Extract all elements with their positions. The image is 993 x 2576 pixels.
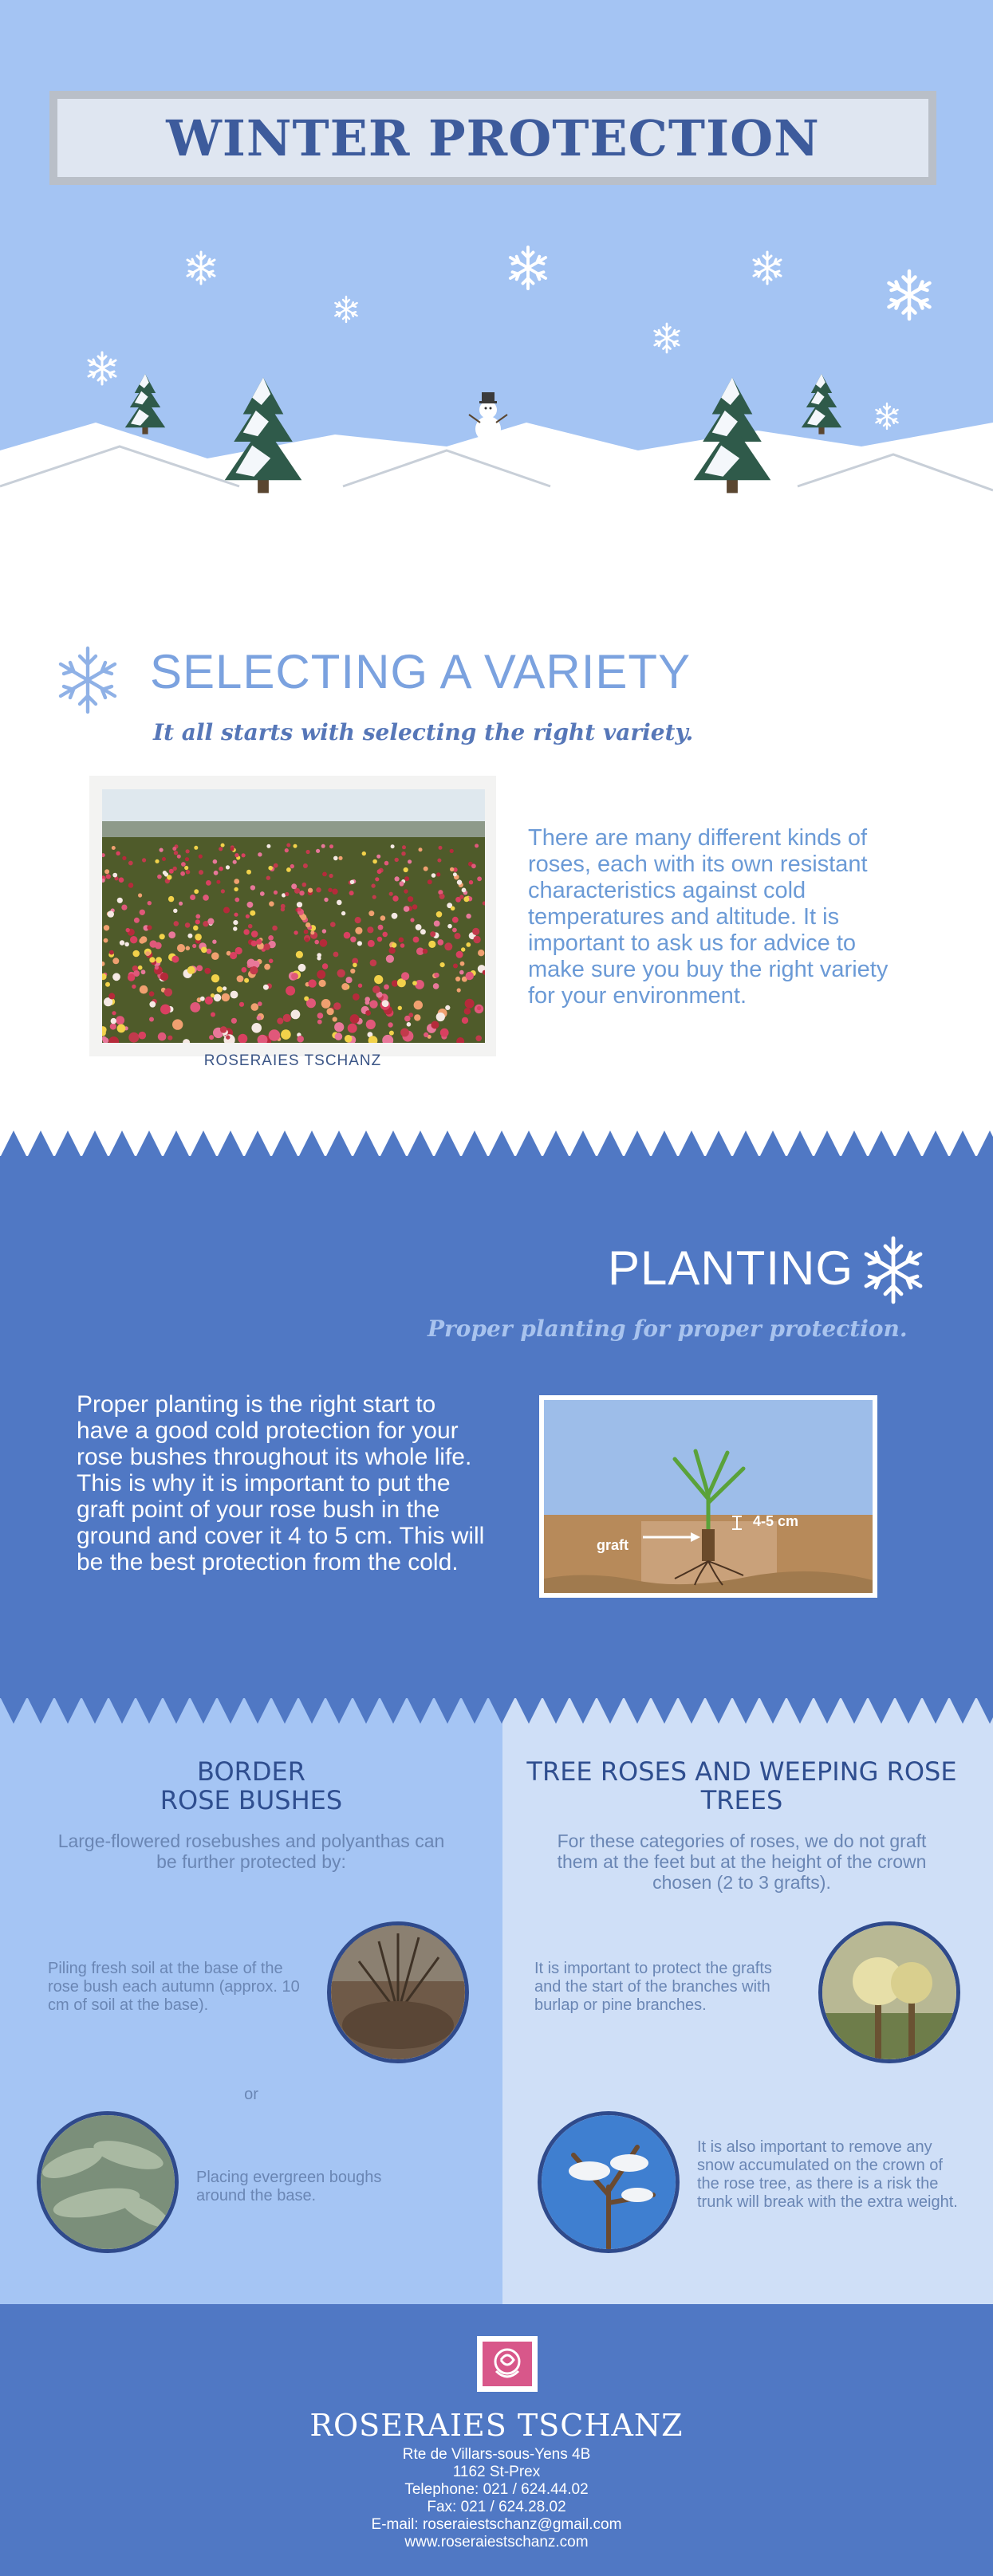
snowflake-icon [48, 644, 128, 716]
border-tip-2: Placing evergreen boughs around the base. [196, 2169, 382, 2204]
diagram-graft-label: graft [597, 1537, 629, 1553]
border-title-line1: BORDER [197, 1756, 305, 1787]
snowflake-icon [853, 1234, 933, 1306]
photo-caption: ROSERAIES TSCHANZ [203, 1052, 382, 1069]
tree-tip-2: It is also important to remove any snow accumulated on the crown of the rose tree, as there is a risk the trunk will break with the extra weight. [697, 2138, 958, 2211]
footer-company-name: ROSERAIES TSCHANZ [309, 2408, 684, 2443]
selecting-text: There are many different kinds of roses, each with its own resistant characteristics against cold temperatures and altitude. It is important to ask us for advice to make sure you buy the right variety for your environment. [528, 825, 889, 1009]
evergreen-boughs-photo [37, 2111, 179, 2253]
footer-address-1: Rte de Villars-sous-Yens 4B [402, 2446, 591, 2463]
diagram-depth-label: 4-5 cm [753, 1513, 799, 1529]
border-tip-1: Piling fresh soil at the base of the rose bush each autumn (approx. 10 cm of soil at the base). [48, 1960, 300, 2014]
burlap-graft-photo [818, 1921, 960, 2063]
footer-phone: Telephone: 021 / 624.44.02 [404, 2481, 589, 2498]
tree-desc: For these categories of roses, we do not graft them at the feet but at the height of the crown chosen (2 to 3 grafts). [557, 1831, 927, 1893]
planting-diagram [539, 1395, 877, 1598]
footer-fax: Fax: 021 / 624.28.02 [427, 2499, 566, 2515]
winter-scene-illustration [0, 0, 993, 510]
footer-email[interactable]: E-mail: roseraiestschanz@gmail.com [371, 2516, 622, 2533]
border-desc: Large-flowered rosebushes and polyanthas can be further protected by: [57, 1831, 445, 1872]
soil-photo [327, 1921, 469, 2063]
planting-text: Proper planting is the right start to have a good cold protection for your rose bushes throughout its whole life. This is why it is important to put the graft point of your rose bush in the ground and cover it 4 to 5 cm. This will be the best protection from the cold. [77, 1391, 485, 1575]
rose-field-photo [102, 789, 485, 1043]
section-subtitle-planting: Proper planting for proper protection. [428, 1316, 908, 1342]
or-label: or [244, 2086, 258, 2103]
snowy-crown-photo [538, 2111, 680, 2253]
zigzag-divider-top [0, 1131, 993, 1158]
border-title-line2: ROSE BUSHES [160, 1785, 343, 1815]
rose-logo-icon [477, 2336, 538, 2392]
header-banner [0, 0, 993, 510]
footer-address-2: 1162 St-Prex [452, 2464, 541, 2480]
border-title [0, 1757, 502, 1815]
section-title-selecting: SELECTING A VARIETY [150, 645, 692, 698]
footer-website-link[interactable]: www.roseraiestschanz.com [404, 2534, 589, 2550]
section-title-planting: PLANTING [608, 1241, 854, 1295]
section-subtitle-selecting: It all starts with selecting the right variety. [153, 719, 694, 745]
zigzag-divider-bottom [0, 1697, 993, 1724]
page-title: WINTER PROTECTION [166, 108, 820, 167]
tree-title: TREE ROSES AND WEEPING ROSE TREES [526, 1756, 957, 1815]
tree-tip-1: It is important to protect the grafts and the start of the branches with burlap or pine branches. [534, 1960, 772, 2014]
